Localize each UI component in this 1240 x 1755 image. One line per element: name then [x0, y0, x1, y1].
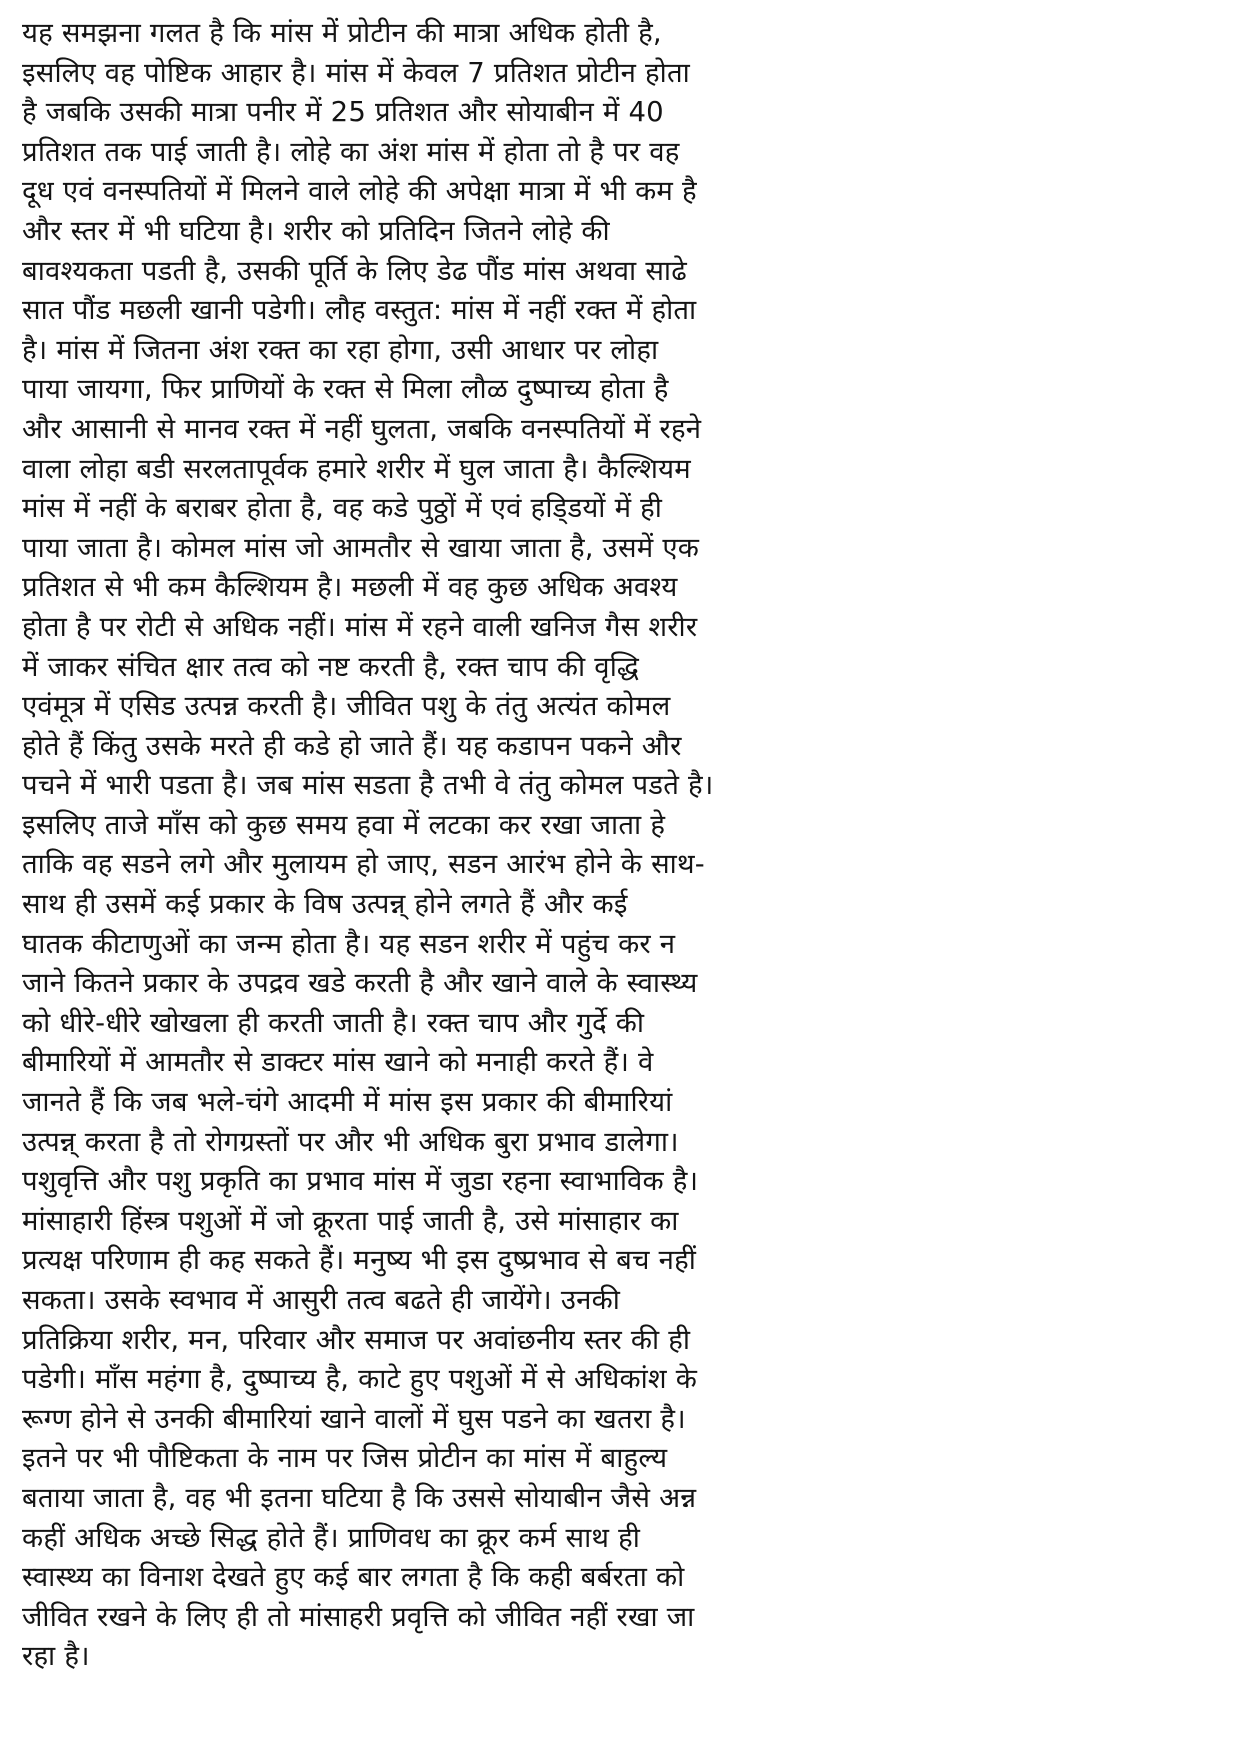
text-line: जाने कितने प्रकार के उपद्रव खडे करती है और खाने वाले के स्वास्थ्य — [22, 967, 698, 1000]
text-line: घातक कीटाणुओं का जन्म होता है। यह सडन शरीर में पहुंच कर न — [22, 927, 676, 960]
text-line: है जबकि उसकी मात्रा पनीर में 25 प्रतिशत और सोयाबीन में 40 — [22, 96, 664, 129]
text-line: मांस में नहीं के बराबर होता है, वह कडे पुठ्ठों में एवं हडि्डयों में ही — [22, 492, 663, 525]
text-line: रहा है। — [22, 1640, 90, 1673]
text-line: वाला लोहा बडी सरलतापूर्वक हमारे शरीर में घुल जाता है। कैल्शियम — [22, 452, 691, 485]
text-line: जानते हैं कि जब भले-चंगे आदमी में मांस इस प्रकार की बीमारियां — [22, 1086, 673, 1119]
text-line: इसलिए वह पोष्टिक आहार है। मांस में केवल 7 प्रतिशत प्रोटीन होता — [22, 56, 690, 89]
text-line: सकता। उसके स्वभाव में आसुरी तत्व बढते ही जायेंगे। उनकी — [22, 1284, 621, 1316]
body-text — [22, 14, 1212, 1677]
text-line: स्वास्थ्य का विनाश देखते हुए कई बार लगता है कि कही बर्बरता को — [22, 1561, 685, 1594]
text-line: यह समझना गलत है कि मांस में प्रोटीन की मात्रा अधिक होती है, — [22, 17, 662, 49]
text-line: साथ ही उसमें कई प्रकार के विष उत्पन्न् होने लगते हैं और कई — [22, 888, 628, 921]
text-line: प्रतिशत तक पाई जाती है। लोहे का अंश मांस में होता तो है पर वह — [22, 135, 680, 168]
text-line: ताकि वह सडने लगे और मुलायम हो जाए, सडन आरंभ होने के साथ- — [22, 848, 705, 881]
text-line: और स्तर में भी घटिया है। शरीर को प्रतिदिन जितने लोहे की — [22, 214, 610, 247]
text-line: प्रतिशत से भी कम कैल्शियम है। मछली में वह कुछ अधिक अवश्य — [22, 571, 678, 604]
text-line: इसलिए ताजे माँस को कुछ समय हवा में लटका कर रखा जाता हे — [22, 808, 666, 841]
text-line: कहीं अधिक अच्छे सिद्ध होते हैं। प्राणिवध का क्रूर कर्म साथ ही — [22, 1521, 641, 1554]
text-line: होते हैं किंतु उसके मरते ही कडे हो जाते हैं। यह कडापन पकने और — [22, 729, 682, 762]
text-line: और आसानी से मानव रक्त में नहीं घुलता, जबकि वनस्पतियों में रहने — [22, 412, 702, 445]
text-line: जीवित रखने के लिए ही तो मांसाहरी प्रवृत्ति को जीवित नहीं रखा जा — [22, 1600, 695, 1633]
text-line: उत्पन्न् करता है तो रोगग्रस्तों पर और भी अधिक बुरा प्रभाव डालेगा। — [22, 1125, 679, 1158]
text-line: प्रतिक्रिया शरीर, मन, परिवार और समाज पर अवांछनीय स्तर की ही — [22, 1323, 691, 1356]
text-line: पचने में भारी पडता है। जब मांस सडता है तभी वे तंतु कोमल पडते है। — [22, 769, 714, 802]
text-line: एवंमूत्र में एसिड उत्पन्न करती है। जीवित पशु के तंतु अत्यंत कोमल — [22, 690, 671, 723]
text-line: पाया जायगा, फिर प्राणियों के रक्त से मिला लौळ दुष्पाच्य होता है — [22, 373, 669, 406]
text-line: बताया जाता है, वह भी इतना घटिया है कि उससे सोयाबीन जैसे अन्न — [22, 1481, 697, 1514]
text-line: सात पौंड मछली खानी पडेगी। लौह वस्तुत: मांस में नहीं रक्त में होता — [22, 294, 697, 327]
text-line: बीमारियों में आमतौर से डाक्टर मांस खाने को मनाही करते हैं। वे — [22, 1046, 654, 1079]
text-line: प्रत्यक्ष परिणाम ही कह सकते हैं। मनुष्य भी इस दुष्प्रभाव से बच नहीं — [22, 1244, 697, 1277]
text-line: है। मांस में जितना अंश रक्त का रहा होगा, उसी आधार पर लोहा — [22, 333, 659, 366]
text-line: मांसाहारी हिंस्त्र पशुओं में जो क्रूरता पाई जाती है, उसे मांसाहार का — [22, 1204, 679, 1237]
document-page — [22, 14, 1212, 1677]
text-line: में जाकर संचित क्षार तत्व को नष्ट करती है, रक्त चाप की वृद्धि — [22, 650, 639, 683]
text-line: पशुवृत्ति और पशु प्रकृति का प्रभाव मांस में जुडा रहना स्वाभाविक है। — [22, 1165, 699, 1198]
text-line: इतने पर भी पौष्टिकता के नाम पर जिस प्रोटीन का मांस में बाहुल्य — [22, 1442, 668, 1475]
text-line: बावश्यकता पडती है, उसकी पूर्ति के लिए डेढ पौंड मांस अथवा साढे — [22, 254, 687, 287]
text-line: को धीरे-धीरे खोखला ही करती जाती है। रक्त चाप और गुर्दे की — [22, 1006, 645, 1039]
text-line: रूग्ण होने से उनकी बीमारियां खाने वालों में घुस पडने का खतरा है। — [22, 1402, 686, 1435]
text-line: दूध एवं वनस्पतियों में मिलने वाले लोहे की अपेक्षा मात्रा में भी कम है — [22, 175, 697, 208]
text-line: पाया जाता है। कोमल मांस जो आमतौर से खाया जाता है, उसमें एक — [22, 531, 700, 564]
text-line: होता है पर रोटी से अधिक नहीं। मांस में रहने वाली खनिज गैस शरीर — [22, 610, 698, 643]
text-line: पडेगी। माँस महंगा है, दुष्पाच्य है, काटे हुए पशुओं में से अधिकांश के — [22, 1363, 698, 1396]
